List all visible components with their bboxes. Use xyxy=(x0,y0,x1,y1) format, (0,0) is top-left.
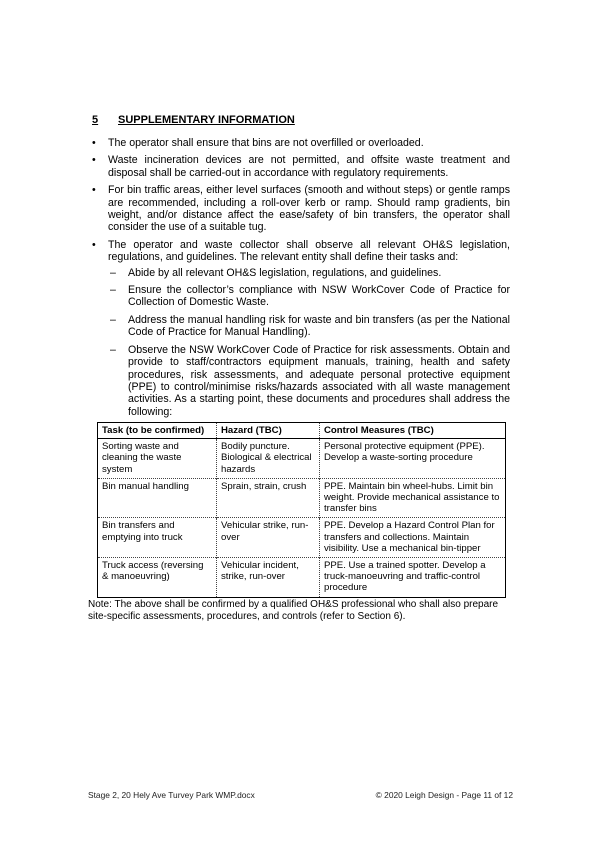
bullet-item: • Waste incineration devices are not permitted, and offsite waste treatment and disposal shall be carried-out in accordance with regulatory requirements. xyxy=(92,154,510,179)
table-cell: Bodily puncture. Biological & electrical hazards xyxy=(217,439,320,479)
table-row xyxy=(98,558,506,598)
table-header-row xyxy=(98,423,506,439)
sub-bullet-item: – Ensure the collector’s compliance with NSW WorkCover Code of Practice for Collection of Domestic Waste. xyxy=(108,284,510,309)
column-header-hazard: Hazard (TBC) xyxy=(217,423,320,439)
sub-bullet-item: – Address the manual handling risk for waste and bin transfers (as per the National Code of Practice for Manual Handling). xyxy=(108,314,510,339)
table-cell: Sprain, strain, crush xyxy=(217,478,320,518)
table-row xyxy=(98,478,506,518)
table-cell: PPE. Develop a Hazard Control Plan for transfers and collections. Maintain visibility. Use a mechanical bin-tipper xyxy=(320,518,506,558)
table-cell: Vehicular incident, strike, run-over xyxy=(217,558,320,598)
hazard-table xyxy=(97,422,506,598)
table-cell: Personal protective equipment (PPE). Develop a waste-sorting procedure xyxy=(320,439,506,479)
table-cell: Truck access (reversing & manoeuvring) xyxy=(98,558,217,598)
table-cell: Bin manual handling xyxy=(98,478,217,518)
table-cell: PPE. Use a trained spotter. Develop a truck-manoeuvring and traffic-control procedure xyxy=(320,558,506,598)
table-note: Note: The above shall be confirmed by a qualified OH&S professional who shall also prepare site-specific assessments, procedures, and controls (refer to Section 6). xyxy=(88,599,499,623)
section-title: SUPPLEMENTARY INFORMATION xyxy=(118,114,295,126)
table-cell: Bin transfers and emptying into truck xyxy=(98,518,217,558)
sub-bullet-list xyxy=(108,267,510,418)
table-row xyxy=(98,518,506,558)
section-heading xyxy=(92,114,295,126)
sub-bullet-item: – Abide by all relevant OH&S legislation, regulations, and guidelines. xyxy=(108,267,510,279)
table-row xyxy=(98,439,506,479)
table-cell: Vehicular strike, run-over xyxy=(217,518,320,558)
column-header-control: Control Measures (TBC) xyxy=(320,423,506,439)
column-header-task: Task (to be confirmed) xyxy=(98,423,217,439)
table-cell: Sorting waste and cleaning the waste system xyxy=(102,441,182,475)
footer-filename: Stage 2, 20 Hely Ave Turvey Park WMP.docx xyxy=(88,790,255,800)
sub-bullet-item: – Observe the NSW WorkCover Code of Practice for risk assessments. Obtain and provide to staff/contractors equipment manuals, training, health and safety procedures, risk assessments, and adequate personal protective equipment (PPE) to control/minimise risks/hazards associated with all waste management activities. As a starting point, these documents and procedures shall address the following: xyxy=(108,344,510,418)
section-number: 5 xyxy=(92,114,99,126)
bullet-item: • For bin traffic areas, either level surfaces (smooth and without steps) or gentle ramps are recommended, including a roll-over kerb or ramp. Should ramp gradients, bin weight, and/or distance affect the ease/safety of bin transfers, the operator shall consider the use of a suitable tug. xyxy=(92,184,510,234)
footer-page-number: © 2020 Leigh Design - Page 11 of 12 xyxy=(375,790,513,800)
bullet-item xyxy=(92,239,510,418)
bullet-item: • The operator shall ensure that bins are not overfilled or overloaded. xyxy=(92,137,510,149)
table-cell: PPE. Maintain bin wheel-hubs. Limit bin weight. Provide mechanical assistance to transfer bins xyxy=(320,478,506,518)
bullet-text: The operator and waste collector shall observe all relevant OH&S legislation, regulations, and guidelines. The relevant entity shall define their tasks and: xyxy=(108,238,510,264)
bullet-list xyxy=(92,137,510,423)
